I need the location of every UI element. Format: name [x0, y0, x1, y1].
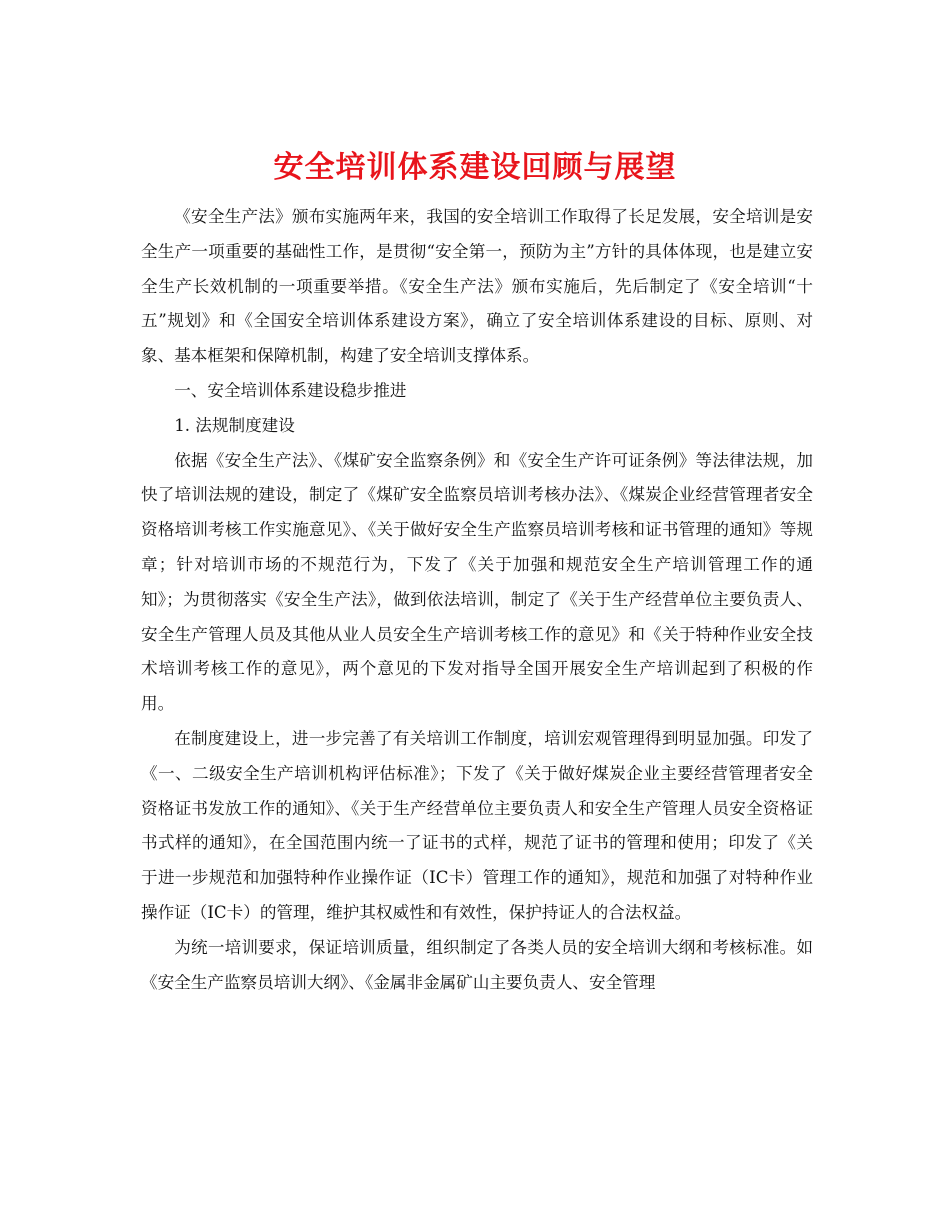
- paragraph-regulations: 依据《安全生产法》、《煤矿安全监察条例》和《安全生产许可证条例》等法律法规，加快了培训法规的建设，制定了《煤矿安全监察员培训考核办法》、《煤炭企业经营管理者安全资格培训考核工作实施意见》、《关于做好安全生产监察员培训考核和证书管理的通知》等规章；针对培训市场的不规范行为，下发了《关于加强和规范安全生产培训管理工作的通知》；为贯彻落实《安全生产法》，做到依法培训，制定了《关于生产经营单位主要负责人、安全生产管理人员及其他从业人员安全生产培训考核工作的意见》和《关于特种作业安全技术培训考核工作的意见》，两个意见的下发对指导全国开展安全生产培训起到了积极的作用。: [141, 450, 813, 714]
- document-body: [141, 200, 813, 1000]
- paragraph-standards: 为统一培训要求，保证培训质量，组织制定了各类人员的安全培训大纲和考核标准。如《安全生产监察员培训大纲》、《金属非金属矿山主要负责人、安全管理: [141, 937, 813, 992]
- subsection-heading: 1. 法规制度建设: [174, 415, 295, 435]
- section-heading: 一、安全培训体系建设稳步推进: [174, 380, 407, 400]
- paragraph-intro: 《安全生产法》颁布实施两年来，我国的安全培训工作取得了长足发展，安全培训是安全生产一项重要的基础性工作，是贯彻“安全第一，预防为主”方针的具体体现，也是建立安全生产长效机制的一项重要举措。《安全生产法》颁布实施后，先后制定了《安全培训“十五”规划》和《全国安全培训体系建设方案》，确立了安全培训体系建设的目标、原则、对象、基本框架和保障机制，构建了安全培训支撑体系。: [141, 207, 813, 366]
- document-title: 安全培训体系建设回顾与展望: [273, 150, 677, 186]
- paragraph-institutions: 在制度建设上，进一步完善了有关培训工作制度，培训宏观管理得到明显加强。印发了《一、二级安全生产培训机构评估标准》；下发了《关于做好煤炭企业主要经营管理者安全资格证书发放工作的通知》、《关于生产经营单位主要负责人和安全生产管理人员安全资格证书式样的通知》，在全国范围内统一了证书的式样，规范了证书的管理和使用；印发了《关于进一步规范和加强特种作业操作证（IC卡）管理工作的通知》，规范和加强了对特种作业操作证（IC卡）的管理，维护其权威性和有效性，保护持证人的合法权益。: [141, 728, 813, 922]
